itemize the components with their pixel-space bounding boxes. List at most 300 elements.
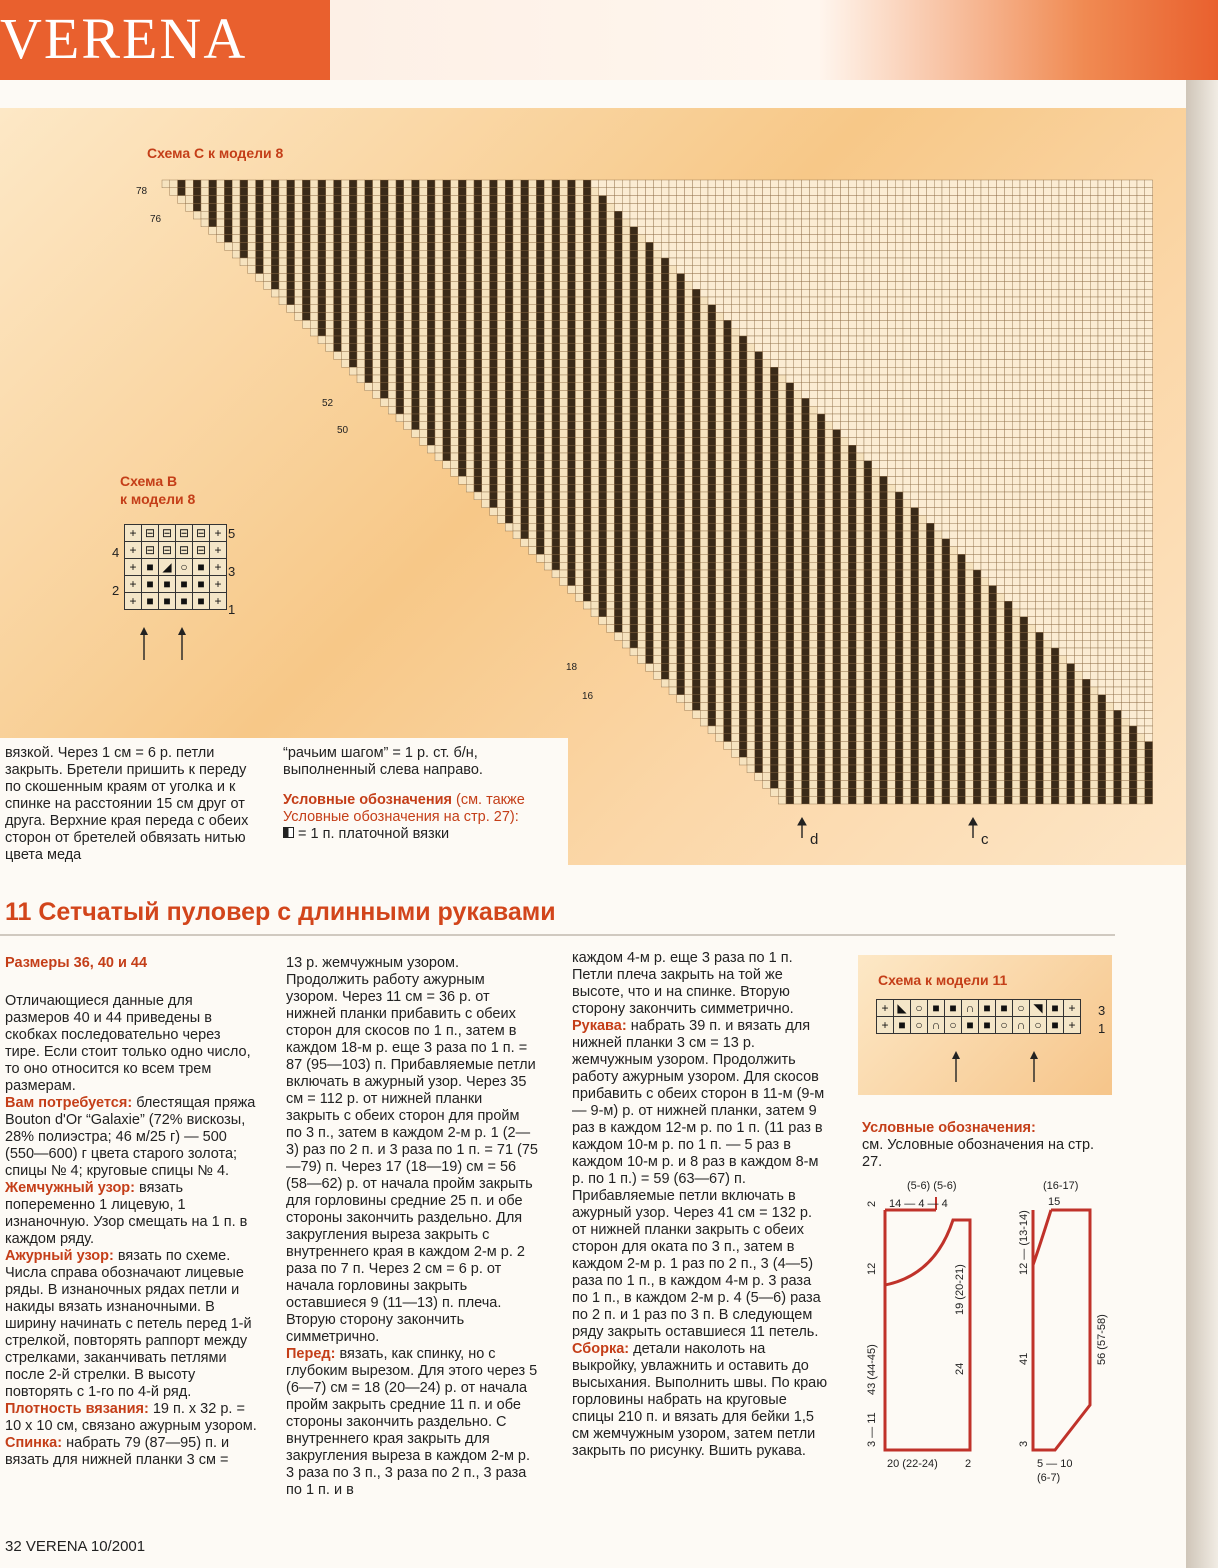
scheme-c-cell — [1137, 250, 1145, 258]
scheme-c-cell — [677, 313, 685, 321]
scheme-c-cell — [926, 391, 934, 399]
scheme-c-cell — [1098, 531, 1106, 539]
scheme-c-cell — [880, 281, 888, 289]
scheme-c-cell — [958, 414, 966, 422]
scheme-c-cell — [864, 196, 872, 204]
scheme-c-cell — [1004, 539, 1012, 547]
scheme-c-cell — [739, 500, 747, 508]
scheme-c-cell — [1137, 422, 1145, 430]
scheme-c-cell — [794, 328, 802, 336]
scheme-c-cell — [529, 437, 537, 445]
scheme-c-cell — [529, 196, 537, 204]
scheme-c-cell — [809, 469, 817, 477]
scheme-c-cell — [614, 297, 622, 305]
scheme-c-cell — [1090, 344, 1098, 352]
scheme-c-cell — [880, 274, 888, 282]
scheme-c-cell — [607, 375, 615, 383]
scheme-c-cell — [536, 352, 544, 360]
scheme-c-cell — [1098, 219, 1106, 227]
scheme-c-cell — [770, 297, 778, 305]
scheme-c-cell — [466, 344, 474, 352]
scheme-c-cell — [271, 203, 279, 211]
scheme-c-cell — [919, 367, 927, 375]
scheme-c-cell — [256, 227, 264, 235]
scheme-c-cell — [419, 375, 427, 383]
scheme-c-cell — [224, 242, 232, 250]
scheme-c-cell — [568, 266, 576, 274]
scheme-c-cell — [474, 180, 482, 188]
scheme-c-cell — [950, 320, 958, 328]
scheme-c-cell — [505, 274, 513, 282]
scheme-c-cell — [1036, 227, 1044, 235]
scheme-c-cell — [934, 344, 942, 352]
scheme-c-cell — [1036, 242, 1044, 250]
scheme-c-cell — [599, 359, 607, 367]
scheme-c-cell — [911, 461, 919, 469]
scheme-c-cell — [763, 289, 771, 297]
scheme-c-cell — [1020, 344, 1028, 352]
scheme-c-cell — [505, 250, 513, 258]
scheme-c-cell — [903, 320, 911, 328]
scheme-c-cell — [1090, 367, 1098, 375]
scheme-c-cell — [1106, 375, 1114, 383]
scheme-c-cell — [895, 203, 903, 211]
scheme-c-cell — [981, 422, 989, 430]
scheme-c-cell — [1090, 352, 1098, 360]
scheme-c-cell — [755, 492, 763, 500]
scheme-c-cell — [911, 344, 919, 352]
scheme-c-cell — [950, 242, 958, 250]
scheme-c-cell — [942, 180, 950, 188]
scheme-c-cell — [1028, 313, 1036, 321]
scheme-c-cell — [513, 203, 521, 211]
scheme-c-cell — [973, 531, 981, 539]
scheme-c-cell — [958, 289, 966, 297]
scheme-c-cell — [1051, 219, 1059, 227]
scheme-c-cell — [778, 476, 786, 484]
scheme-c-cell — [770, 445, 778, 453]
scheme-c-cell — [638, 196, 646, 204]
scheme-c-cell — [451, 406, 459, 414]
scheme-c-cell — [911, 531, 919, 539]
scheme-c-cell — [950, 188, 958, 196]
scheme-c-cell — [552, 383, 560, 391]
scheme-c-cell — [1114, 453, 1122, 461]
scheme-c-cell — [302, 250, 310, 258]
scheme-c-cell — [1059, 461, 1067, 469]
scheme-c-cell — [942, 469, 950, 477]
scheme-c-cell — [388, 352, 396, 360]
scheme-c-cell — [1106, 398, 1114, 406]
scheme-c-cell — [794, 391, 802, 399]
scheme-c-cell — [474, 422, 482, 430]
scheme-c-cell — [965, 367, 973, 375]
scheme-c-cell — [653, 414, 661, 422]
scheme-c-cell — [934, 437, 942, 445]
scheme-c-cell — [677, 492, 685, 500]
scheme-c-cell — [685, 250, 693, 258]
scheme-c-cell — [529, 515, 537, 523]
scheme-c-cell — [1082, 188, 1090, 196]
scheme-c-cell — [583, 297, 591, 305]
scheme-c-cell — [287, 305, 295, 313]
scheme-c-cell — [560, 211, 568, 219]
scheme-c-cell — [497, 367, 505, 375]
scheme-c-cell — [700, 297, 708, 305]
scheme-c-cell — [864, 391, 872, 399]
scheme-c-cell — [833, 383, 841, 391]
scheme-c-cell — [412, 180, 420, 188]
scheme-c-cell — [1106, 414, 1114, 422]
scheme-c-cell — [427, 336, 435, 344]
scheme-c-cell — [568, 180, 576, 188]
scheme-c-cell — [700, 391, 708, 399]
scheme-c-cell — [1121, 476, 1129, 484]
scheme-c-cell — [529, 367, 537, 375]
scheme-c-cell — [716, 305, 724, 313]
scheme-c-cell — [1067, 422, 1075, 430]
scheme-c-cell — [396, 398, 404, 406]
scheme-c-cell — [497, 336, 505, 344]
scheme-c-cell — [490, 414, 498, 422]
scheme-c-cell — [482, 344, 490, 352]
scheme-c-cell — [614, 523, 622, 531]
scheme-c-cell — [388, 219, 396, 227]
scheme-c-cell — [552, 227, 560, 235]
scheme-c-cell — [560, 398, 568, 406]
page-spine — [1186, 80, 1218, 1568]
scheme-c-cell — [802, 297, 810, 305]
scheme-c-cell — [1082, 461, 1090, 469]
scheme-c-cell — [669, 258, 677, 266]
scheme-c-cell — [809, 242, 817, 250]
scheme-c-cell — [794, 196, 802, 204]
scheme-c-cell — [653, 453, 661, 461]
scheme-c-cell — [1004, 406, 1012, 414]
scheme-c-cell — [497, 492, 505, 500]
scheme-c-cell — [755, 211, 763, 219]
scheme-c-cell — [685, 352, 693, 360]
scheme-c-cell — [1067, 352, 1075, 360]
scheme-c-cell — [318, 274, 326, 282]
scheme-c-cell — [568, 391, 576, 399]
scheme-c-cell — [817, 453, 825, 461]
scheme-c-cell — [653, 203, 661, 211]
scheme-c-cell — [1036, 508, 1044, 516]
scheme-c-cell — [950, 461, 958, 469]
scheme-c-cell — [817, 515, 825, 523]
scheme-c-cell — [1137, 289, 1145, 297]
scheme-c-cell — [1106, 336, 1114, 344]
scheme-c-cell — [529, 422, 537, 430]
scheme-c-cell — [700, 484, 708, 492]
scheme-c-cell — [443, 250, 451, 258]
scheme-c-cell — [357, 196, 365, 204]
scheme-c-cell — [575, 539, 583, 547]
scheme-c-cell — [614, 539, 622, 547]
scheme-c-cell — [451, 320, 459, 328]
scheme-c-cell — [856, 328, 864, 336]
scheme-c-cell — [544, 492, 552, 500]
scheme-c-cell — [747, 196, 755, 204]
scheme-c-cell — [552, 461, 560, 469]
scheme-c-cell — [575, 453, 583, 461]
scheme-c-cell — [646, 359, 654, 367]
scheme-c-cell — [731, 453, 739, 461]
scheme-c-cell — [1059, 430, 1067, 438]
scheme-c-cell — [661, 274, 669, 282]
scheme-c-cell — [841, 305, 849, 313]
scheme-c-cell — [880, 320, 888, 328]
scheme-c-cell — [1020, 367, 1028, 375]
scheme-c-cell — [1004, 219, 1012, 227]
scheme-c-cell — [232, 227, 240, 235]
scheme-c-cell — [872, 352, 880, 360]
scheme-c-cell — [724, 235, 732, 243]
scheme-c-cell — [497, 274, 505, 282]
scheme-c-cell — [848, 531, 856, 539]
scheme-c-cell — [1067, 250, 1075, 258]
scheme-c-cell — [661, 352, 669, 360]
scheme-c-cell — [1090, 430, 1098, 438]
scheme-c-cell — [357, 211, 365, 219]
scheme-c-cell — [887, 336, 895, 344]
scheme-c-cell — [747, 523, 755, 531]
scheme-c-cell — [646, 367, 654, 375]
scheme-c-cell — [653, 461, 661, 469]
scheme-c-cell — [1028, 180, 1036, 188]
scheme-c-cell — [794, 515, 802, 523]
scheme-c-cell — [958, 515, 966, 523]
scheme-c-cell — [997, 227, 1005, 235]
scheme-c-cell — [599, 515, 607, 523]
scheme-c-cell — [833, 180, 841, 188]
scheme-c-cell — [1059, 500, 1067, 508]
scheme-c-cell — [630, 383, 638, 391]
scheme-c-cell — [1059, 305, 1067, 313]
scheme-c-cell — [1114, 211, 1122, 219]
scheme-c-cell — [841, 539, 849, 547]
scheme-c-cell — [942, 453, 950, 461]
scheme-c-cell — [295, 196, 303, 204]
scheme-c-cell — [575, 336, 583, 344]
scheme-c-cell — [841, 461, 849, 469]
scheme-c-cell — [1051, 352, 1059, 360]
scheme-c-cell — [287, 188, 295, 196]
scheme-c-cell — [622, 219, 630, 227]
scheme-c-cell — [310, 235, 318, 243]
scheme-c-cell — [505, 508, 513, 516]
scheme-c-cell — [575, 250, 583, 258]
scheme-c-cell — [739, 227, 747, 235]
scheme-c-cell — [427, 297, 435, 305]
scheme-c-cell — [887, 188, 895, 196]
scheme-c-cell — [1121, 188, 1129, 196]
scheme-c-cell — [1075, 445, 1083, 453]
scheme-c-cell — [607, 469, 615, 477]
scheme-c-cell — [482, 422, 490, 430]
scheme-c-cell — [1121, 313, 1129, 321]
scheme-c-cell — [677, 469, 685, 477]
scheme-c-cell — [490, 445, 498, 453]
scheme-c-cell — [552, 289, 560, 297]
scheme-c-cell — [802, 352, 810, 360]
scheme-c-cell — [911, 313, 919, 321]
scheme-c-cell — [458, 437, 466, 445]
scheme-c-cell — [513, 289, 521, 297]
scheme-c-cell — [380, 180, 388, 188]
scheme-c-cell — [443, 461, 451, 469]
scheme-c-cell — [778, 531, 786, 539]
scheme-c-cell — [763, 375, 771, 383]
scheme-c-cell — [575, 461, 583, 469]
scheme-c-cell — [887, 227, 895, 235]
scheme-c-cell — [568, 242, 576, 250]
scheme-c-cell — [536, 328, 544, 336]
scheme-c-cell — [716, 367, 724, 375]
scheme-c-cell — [778, 539, 786, 547]
scheme-c-cell — [1043, 484, 1051, 492]
scheme-c-cell — [1090, 422, 1098, 430]
scheme-c-cell — [794, 359, 802, 367]
scheme-c-cell — [474, 219, 482, 227]
scheme-c-cell — [1114, 484, 1122, 492]
scheme-c-cell — [490, 437, 498, 445]
scheme-c-cell — [778, 453, 786, 461]
scheme-c-cell — [1106, 352, 1114, 360]
scheme-c-cell — [661, 398, 669, 406]
scheme-c-cell — [864, 258, 872, 266]
scheme-c-cell — [841, 219, 849, 227]
scheme-c-cell — [825, 492, 833, 500]
scheme-c-cell — [997, 515, 1005, 523]
scheme-c-cell — [1036, 289, 1044, 297]
scheme-c-cell — [786, 453, 794, 461]
scheme-c-cell — [451, 188, 459, 196]
scheme-c-cell — [427, 266, 435, 274]
scheme-c-cell — [973, 437, 981, 445]
scheme-c-cell — [1114, 250, 1122, 258]
scheme-c-cell — [926, 515, 934, 523]
scheme-c-cell — [341, 297, 349, 305]
scheme-c-cell — [552, 274, 560, 282]
scheme-c-cell — [435, 203, 443, 211]
scheme-c-cell — [903, 515, 911, 523]
scheme-c-cell — [833, 523, 841, 531]
scheme-c-cell — [466, 281, 474, 289]
scheme-c-cell — [1098, 227, 1106, 235]
scheme-c-cell — [568, 500, 576, 508]
scheme-c-cell — [443, 196, 451, 204]
scheme-c-cell — [614, 375, 622, 383]
scheme-c-cell — [864, 344, 872, 352]
scheme-c-cell — [536, 320, 544, 328]
scheme-c-cell — [1067, 367, 1075, 375]
scheme-c-cell — [919, 289, 927, 297]
scheme-c-cell — [1051, 359, 1059, 367]
scheme-c-cell — [536, 554, 544, 562]
scheme-c-cell — [1067, 203, 1075, 211]
scheme-c-cell — [334, 305, 342, 313]
scheme-c-cell — [513, 453, 521, 461]
scheme-c-cell — [848, 242, 856, 250]
scheme-c-cell — [443, 445, 451, 453]
scheme-c-cell — [911, 422, 919, 430]
scheme-c-cell — [973, 320, 981, 328]
scheme-c-cell — [880, 180, 888, 188]
scheme-c-cell — [786, 320, 794, 328]
scheme-c-cell — [950, 383, 958, 391]
scheme-c-cell — [872, 328, 880, 336]
scheme-c-cell — [919, 445, 927, 453]
scheme-c-cell — [700, 547, 708, 555]
scheme-c-cell — [692, 266, 700, 274]
scheme-c-cell — [1137, 453, 1145, 461]
scheme-c-cell — [677, 235, 685, 243]
scheme-c-cell — [887, 469, 895, 477]
scheme-c-cell — [638, 398, 646, 406]
scheme-c-cell — [708, 453, 716, 461]
scheme-c-cell — [950, 266, 958, 274]
scheme-c-cell — [1067, 297, 1075, 305]
scheme-c-cell — [1129, 281, 1137, 289]
scheme-c-cell — [521, 274, 529, 282]
scheme-c-cell — [1012, 274, 1020, 282]
scheme-c-cell — [794, 313, 802, 321]
scheme-c-cell — [427, 219, 435, 227]
scheme-c-cell — [981, 492, 989, 500]
scheme-c-cell — [1121, 414, 1129, 422]
scheme-c-cell — [1098, 352, 1106, 360]
scheme-c-cell — [692, 274, 700, 282]
scheme-c-cell — [373, 352, 381, 360]
scheme-c-cell — [724, 203, 732, 211]
scheme-c-cell — [622, 266, 630, 274]
scheme-c-cell — [263, 211, 271, 219]
scheme-c-cell — [661, 554, 669, 562]
scheme-c-cell — [318, 250, 326, 258]
scheme-c-cell — [802, 469, 810, 477]
scheme-c-cell — [474, 258, 482, 266]
scheme-c-cell — [708, 430, 716, 438]
scheme-c-cell — [950, 484, 958, 492]
scheme-c-cell — [685, 211, 693, 219]
scheme-c-cell — [443, 352, 451, 360]
scheme-c-cell — [669, 476, 677, 484]
scheme-c-cell — [490, 391, 498, 399]
scheme-c-cell — [786, 367, 794, 375]
scheme-c-cell — [895, 352, 903, 360]
scheme-c-cell — [279, 219, 287, 227]
scheme-c-cell — [1051, 445, 1059, 453]
scheme-c-cell — [739, 492, 747, 500]
scheme-c-cell — [802, 515, 810, 523]
scheme-c-cell — [396, 266, 404, 274]
scheme-c-cell — [856, 250, 864, 258]
scheme-c-cell — [763, 227, 771, 235]
scheme-c-cell — [1090, 242, 1098, 250]
scheme-c-cell — [1129, 289, 1137, 297]
scheme-c-cell — [677, 188, 685, 196]
scheme-c-cell — [653, 305, 661, 313]
scheme-c-cell — [692, 352, 700, 360]
scheme-c-cell — [1004, 500, 1012, 508]
scheme-c-cell — [848, 375, 856, 383]
scheme-c-cell — [622, 554, 630, 562]
scheme-c-cell — [1051, 227, 1059, 235]
scheme-c-cell — [388, 227, 396, 235]
scheme-c-cell — [638, 383, 646, 391]
